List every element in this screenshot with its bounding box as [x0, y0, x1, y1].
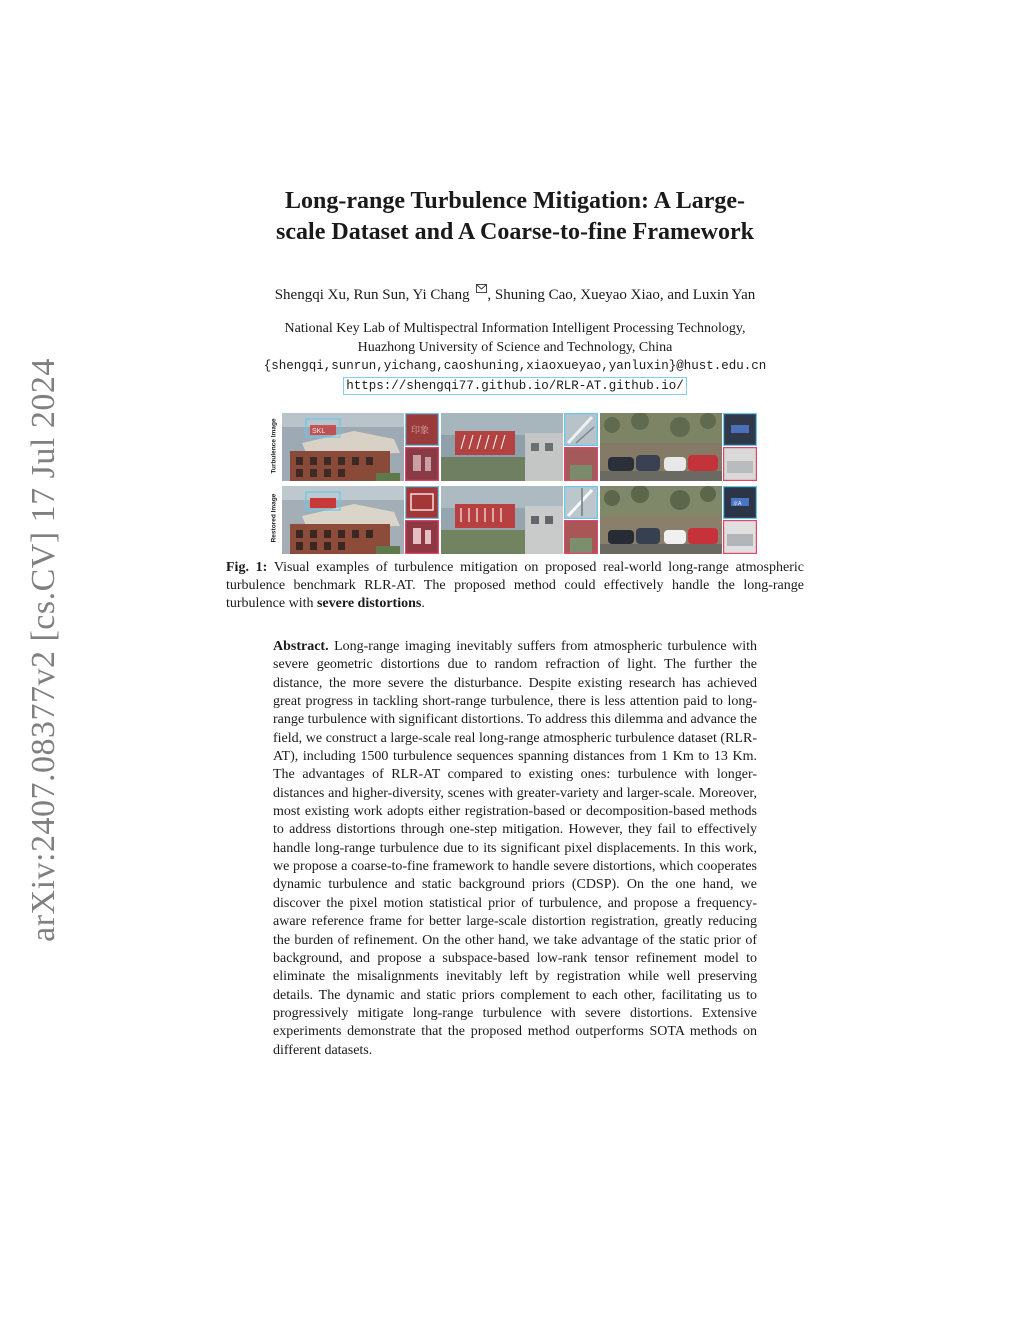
scene1-restored-image [282, 486, 404, 554]
affiliation-lab: National Key Lab of Multispectral Information Intelligent Processing Technology, [284, 321, 746, 336]
scene1-restored-inset-bottom [405, 520, 439, 554]
abstract-label: Abstract. [273, 639, 329, 654]
scene3-restored-inset-top [723, 486, 757, 519]
scene1-sign-label: SKL [312, 428, 326, 435]
scene2-restored-image [441, 486, 563, 554]
project-url-link[interactable]: https://shengqi77.github.io/RLR-AT.github.io/ [343, 377, 687, 395]
author-emails: {shengqi,sunrun,yichang,caoshuning,xiaoxueyao,yanluxin}@hust.edu.cn [263, 359, 767, 373]
scene2-turbulence-inset-bottom [564, 447, 598, 481]
scene2-turbulence-image [441, 413, 563, 481]
author-list [200, 284, 830, 304]
scene1-inset-text: 印象 [411, 426, 430, 436]
scene3-turbulence-image [600, 413, 722, 481]
scene3-restored-inset-bottom [723, 520, 757, 554]
abstract-text: Long-range imaging inevitably suffers from atmospheric turbulence with severe geometric distortions due to random refraction of light. The further the distance, the more severe the disturbance. Despite existing research has achieved great progress in tackling short-range turbulence, there is less attention paid to long-range turbulence with significant distortions. To address this dilemma and advance the field, we construct a large-scale real long-range atmospheric turbulence dataset (RLR-AT), including 1500 turbulence sequences spanning distances from 1 Km to 13 Km. The advantages of RLR-AT compared to existing ones: turbulence with longer-distances and higher-diversity, scenes with greater-variety and larger-scale. Moreover, most existing work adopts either registration-based or decomposition-based methods to address distortions through one-step mitigation. However, they fail to effectively handle long-range turbulence due to its significant pixel displacements. In this work, we propose a coarse-to-fine framework to handle severe distortions, which cooperates dynamic turbulence and static background priors (CDSP). On the one hand, we discover the pixel motion statistical prior of turbulence, and propose a frequency-aware reference frame for better large-scale distortion registration, greatly reducing the burden of refinement. On the other hand, we take advantage of the static prior of background, and propose a subspace-based low-rank tensor refinement model to eliminate the misalignments inevitably left by registration while well preserving details. The dynamic and static priors complement to each other, facilitating us to progressively mitigate long-range turbulence with severe distortions. Extensive experiments demonstrate that the proposed method outperforms SOTA methods on different datasets. [273, 639, 757, 1058]
affiliation-block [200, 319, 830, 395]
scene3-turbulence-inset-top [723, 413, 757, 446]
scene2-restored-inset-top [564, 486, 598, 519]
scene2-restored-inset-bottom [564, 520, 598, 554]
paper-title [200, 186, 830, 248]
scene3-restored-image [600, 486, 722, 554]
arxiv-identifier: arXiv:2407.08377v2 [cs.CV] 17 Jul 2024 [25, 358, 62, 942]
authors-rest: , Shuning Cao, Xueyao Xiao, and Luxin Yan [487, 287, 756, 303]
authors-first: Shengqi Xu, Run Sun, Yi Chang [274, 287, 470, 303]
caption-label: Fig. 1: [226, 560, 268, 575]
scene1-restored-inset-top [405, 486, 439, 519]
scene3-plate-text: 京A [733, 501, 742, 507]
scene1-turbulence-image [282, 413, 404, 481]
title-line-2: scale Dataset and A Coarse-to-fine Framework [276, 219, 754, 245]
scene2-turbulence-inset-top [564, 413, 598, 446]
abstract [273, 638, 757, 1060]
figure-1: Turbulence Image Restored Image SKL 印象 京A [268, 410, 768, 556]
envelope-icon [476, 284, 487, 293]
caption-emphasis: severe distortions [316, 596, 422, 611]
figure-caption: Fig. 1: Visual examples of turbulence mitigation on proposed real-world long-range atmospheric turbulence benchmark RLR-AT. The proposed method could effectively handle the long-range turbulence with severe distortions. [226, 560, 804, 611]
scene3-turbulence-inset-bottom [723, 447, 757, 481]
scene1-turbulence-inset-top [405, 413, 439, 446]
scene1-turbulence-inset-bottom [405, 447, 439, 481]
title-line-1: Long-range Turbulence Mitigation: A Large- [284, 188, 745, 214]
caption-text: Visual examples of turbulence mitigation on proposed real-world long-range atmospheric turbulence benchmark RLR-AT. The proposed method could effectively handle the long-range turbulence with [226, 560, 804, 611]
affiliation-university: Huazhong University of Science and Technology, China [357, 340, 673, 355]
